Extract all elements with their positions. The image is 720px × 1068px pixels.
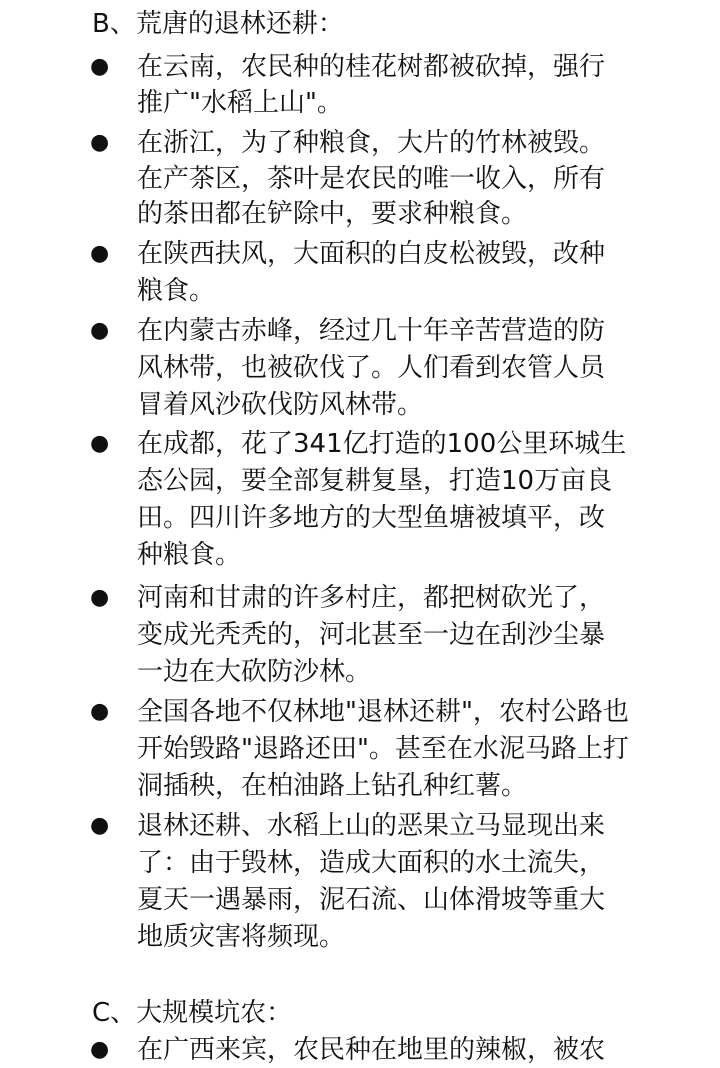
list-item-line: 开始毁路"退路还田"。甚至在水泥马路上打 [137, 734, 629, 764]
list-item-line: 推广"水稻上山"。 [137, 88, 343, 118]
list-item-line: 冒着风沙砍伐防风林带。 [137, 390, 424, 420]
list-item-line: 洞插秧，在柏油路上钻孔种红薯。 [137, 771, 528, 801]
bullet-icon: ● [90, 54, 110, 79]
bullet-icon: ● [90, 130, 110, 155]
list-item-line: 的茶田都在铲除中，要求种粮食。 [137, 199, 528, 229]
list-item-line: 在浙江，为了种粮食，大片的竹林被毁。 [137, 128, 606, 158]
bullet-icon: ● [90, 241, 110, 266]
section-heading-b: B、荒唐的退林还耕： [92, 9, 344, 39]
list-item-line: 了：由于毁林，造成大面积的水土流失， [137, 848, 606, 878]
list-item-line: 退林还耕、水稻上山的恶果立马显现出来 [137, 811, 606, 841]
list-item-line: 风林带，也被砍伐了。人们看到农管人员 [137, 353, 606, 383]
list-item-line: 粮食。 [137, 276, 216, 306]
list-item-line: 变成光秃秃的，河北甚至一边在刮沙尘暴 [137, 620, 606, 650]
list-item-line: 夏天一遇暴雨，泥石流、山体滑坡等重大 [137, 885, 606, 915]
list-item-line: 在成都，花了341亿打造的100公里环城生 [137, 429, 627, 459]
bullet-icon: ● [90, 699, 110, 724]
bullet-icon: ● [90, 1037, 110, 1062]
list-item-line: 在产茶区，茶叶是农民的唯一收入，所有 [137, 164, 606, 194]
list-item-line: 田。四川许多地方的大型鱼塘被填平，改 [137, 503, 606, 533]
section-heading-c: C、大规模坑农： [92, 998, 293, 1028]
list-item-line: 全国各地不仅林地"退林还耕"，农村公路也 [137, 697, 629, 727]
bullet-icon: ● [90, 813, 110, 838]
list-item-line: 态公园，要全部复耕复垦，打造10万亩良 [137, 466, 613, 496]
list-item-line: 在云南，农民种的桂花树都被砍掉，强行 [137, 52, 606, 82]
bullet-icon: ● [90, 431, 110, 456]
bullet-icon: ● [90, 318, 110, 343]
bullet-icon: ● [90, 585, 110, 610]
list-item-line: 在陕西扶风，大面积的白皮松被毁，改种 [137, 239, 606, 269]
list-item-line: 种粮食。 [137, 540, 242, 570]
list-item-line: 在内蒙古赤峰，经过几十年辛苦营造的防 [137, 316, 606, 346]
list-item-line: 地质灾害将频现。 [137, 922, 346, 952]
list-item-line: 一边在大砍防沙林。 [137, 657, 372, 687]
list-item-line: 河南和甘肃的许多村庄，都把树砍光了， [137, 583, 606, 613]
list-item-line: 在广西来宾，农民种在地里的辣椒，被农 [137, 1035, 606, 1065]
